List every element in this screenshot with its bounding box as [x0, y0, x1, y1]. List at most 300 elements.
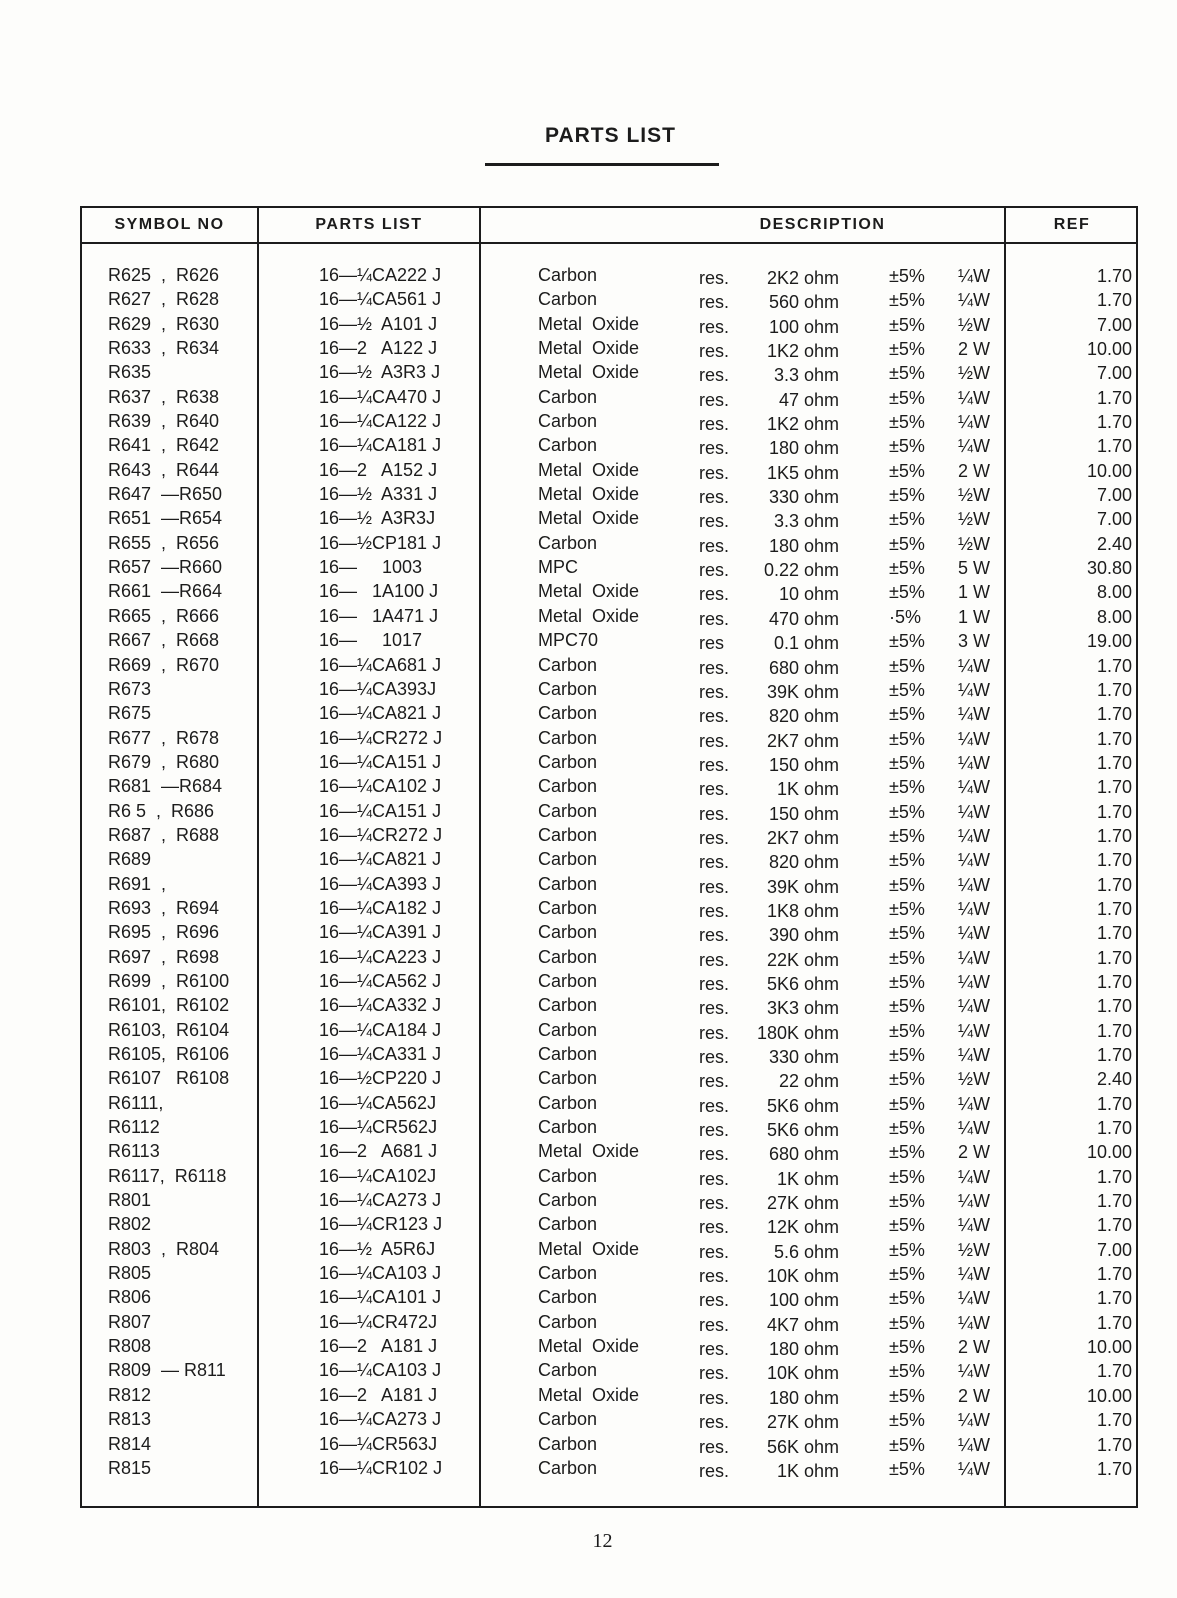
table-row	[82, 1407, 1140, 1431]
ref-price-cell: 1.70	[1096, 1215, 1132, 1236]
symbol-cell: R6105, R6106	[108, 1044, 230, 1064]
unit-cell: ohm	[804, 438, 840, 459]
tolerance-cell: ±5%	[889, 509, 925, 530]
unit-cell: ohm	[804, 1436, 840, 1457]
unit-cell: ohm	[804, 1290, 840, 1311]
type-cell: res.	[699, 292, 730, 313]
material-cell: Carbon	[538, 970, 598, 991]
tolerance-cell: ±5%	[889, 1288, 925, 1309]
type-cell: res.	[699, 1168, 730, 1189]
symbol-cell: R6101, R6102	[108, 995, 230, 1016]
part-number-cell: 16—¼CA223 J	[319, 946, 442, 967]
table-row	[82, 555, 1140, 579]
part-number-cell: 16— 1A471 J	[319, 605, 439, 626]
symbol-cell: R6112	[108, 1117, 160, 1138]
tolerance-cell: ±5%	[889, 777, 925, 798]
ref-price-cell: 10.00	[1086, 1385, 1132, 1406]
header-description: DESCRIPTION	[759, 216, 886, 233]
wattage-cell: 2 W	[958, 1142, 991, 1163]
type-cell: res.	[699, 949, 730, 970]
wattage-cell: ¼W	[958, 752, 991, 773]
material-cell: Carbon	[538, 751, 598, 772]
table-row	[82, 263, 1140, 287]
table-row	[82, 482, 1140, 506]
tolerance-cell: ±5%	[889, 1142, 925, 1163]
value-cell: 470	[768, 608, 799, 629]
wattage-cell: ½W	[958, 533, 991, 554]
type-cell: res.	[699, 803, 730, 824]
ref-price-cell: 2.40	[1096, 533, 1132, 554]
part-number-cell: 16—¼CA181 J	[319, 435, 442, 456]
tolerance-cell: ±5%	[889, 1264, 925, 1285]
value-cell: 27K	[766, 1193, 799, 1214]
symbol-cell: R806	[108, 1287, 152, 1308]
type-cell: res.	[699, 511, 730, 532]
part-number-cell: 16—¼CA562J	[319, 1092, 437, 1113]
table-row	[82, 872, 1140, 896]
wattage-cell: ¼W	[958, 728, 991, 749]
value-cell: 2K2	[766, 268, 799, 288]
type-cell: res.	[699, 1412, 730, 1433]
part-number-cell: 16—¼CA222 J	[319, 265, 442, 285]
material-cell: Carbon	[538, 1409, 598, 1430]
part-number-cell: 16—¼CA561 J	[319, 289, 442, 310]
table-row	[82, 1334, 1140, 1358]
material-cell: Carbon	[538, 1311, 598, 1332]
tolerance-cell: ±5%	[889, 339, 925, 360]
part-number-cell: 16—¼CA103 J	[319, 1263, 442, 1284]
table-row	[82, 360, 1140, 384]
symbol-cell: R697 , R698	[108, 946, 220, 967]
wattage-cell: ¼W	[958, 1215, 991, 1236]
type-cell: res.	[699, 1193, 730, 1214]
tolerance-cell: ±5%	[889, 1118, 925, 1139]
table-row	[82, 1456, 1140, 1480]
tolerance-cell: ·5%	[889, 606, 922, 627]
ref-price-cell: 1.70	[1096, 923, 1132, 944]
unit-cell: ohm	[804, 389, 840, 410]
part-number-cell: 16—¼CA681 J	[319, 654, 442, 675]
unit-cell: ohm	[804, 1387, 840, 1408]
tolerance-cell: ±5%	[889, 996, 925, 1017]
tolerance-cell: ±5%	[889, 1215, 925, 1236]
table-row	[82, 701, 1140, 725]
value-cell: 180	[768, 1387, 799, 1408]
ref-price-cell: 30.80	[1086, 558, 1132, 579]
wattage-cell: ¼W	[958, 850, 991, 871]
wattage-cell: ¼W	[958, 874, 991, 895]
symbol-cell: R6111,	[108, 1092, 164, 1113]
unit-cell: ohm	[804, 1022, 840, 1043]
material-cell: Metal Oxide	[538, 313, 640, 334]
value-cell: 2K7	[766, 827, 799, 848]
wattage-cell: ¼W	[958, 1020, 991, 1041]
value-cell: 27K	[766, 1412, 799, 1433]
type-cell: res.	[699, 852, 730, 873]
table-row	[82, 1285, 1140, 1309]
value-cell: 10K	[766, 1266, 799, 1287]
table-row	[82, 823, 1140, 847]
type-cell: res.	[699, 560, 730, 581]
unit-cell: ohm	[804, 998, 840, 1019]
part-number-cell: 16—½ A101 J	[319, 313, 438, 334]
tolerance-cell: ±5%	[889, 898, 925, 919]
symbol-cell: R6 5 , R686	[108, 800, 215, 821]
value-cell: 150	[768, 803, 799, 824]
parts-table	[80, 206, 1138, 1508]
ref-price-cell: 1.70	[1096, 1288, 1132, 1309]
table-row	[82, 1261, 1140, 1285]
value-cell: 560	[768, 292, 799, 313]
value-cell: 680	[768, 657, 799, 678]
ref-price-cell: 1.70	[1096, 947, 1132, 968]
value-cell: 5.6	[773, 1241, 799, 1262]
material-cell: MPC70	[538, 630, 599, 651]
wattage-cell: ½W	[958, 1069, 991, 1090]
type-cell: res.	[699, 487, 730, 508]
type-cell: res.	[699, 1363, 730, 1384]
symbol-cell: R812	[108, 1384, 152, 1405]
material-cell: Carbon	[538, 1214, 598, 1235]
tolerance-cell: ±5%	[889, 874, 925, 895]
wattage-cell: ¼W	[958, 825, 991, 846]
value-cell: 330	[768, 487, 799, 508]
tolerance-cell: ±5%	[889, 1239, 925, 1260]
ref-price-cell: 7.00	[1096, 485, 1132, 506]
material-cell: Carbon	[538, 1287, 598, 1308]
value-cell: 1K8	[766, 900, 799, 921]
material-cell: Carbon	[538, 703, 598, 724]
material-cell: Metal Oxide	[538, 605, 640, 626]
ref-price-cell: 1.70	[1096, 898, 1132, 919]
material-cell: Carbon	[538, 289, 598, 310]
tolerance-cell: ±5%	[889, 1337, 925, 1358]
ref-price-cell: 1.70	[1096, 412, 1132, 433]
symbol-cell: R651 —R654	[108, 508, 223, 529]
material-cell: Carbon	[538, 824, 598, 845]
value-cell: 180	[768, 1339, 799, 1360]
type-cell: res.	[699, 779, 730, 800]
symbol-cell: R643 , R644	[108, 459, 220, 480]
type-cell: res.	[699, 438, 730, 459]
table-row	[82, 531, 1140, 555]
table-row	[82, 726, 1140, 750]
symbol-cell: R669 , R670	[108, 654, 220, 675]
part-number-cell: 16—¼CA821 J	[319, 849, 442, 870]
symbol-cell: R675	[108, 703, 152, 724]
value-cell: 820	[768, 852, 799, 873]
material-cell: Carbon	[538, 995, 598, 1016]
material-cell: Carbon	[538, 654, 598, 675]
table-row	[82, 847, 1140, 871]
ref-price-cell: 1.70	[1096, 874, 1132, 895]
symbol-cell: R625 , R626	[108, 265, 220, 285]
type-cell: res.	[699, 1339, 730, 1360]
tolerance-cell: ±5%	[889, 923, 925, 944]
value-cell: 22K	[766, 949, 799, 970]
table-row	[82, 993, 1140, 1017]
type-cell: res.	[699, 1436, 730, 1457]
ref-price-cell: 1.70	[1096, 1166, 1132, 1187]
ref-price-cell: 1.70	[1096, 752, 1132, 773]
tolerance-cell: ±5%	[889, 704, 925, 725]
material-cell: Carbon	[538, 1092, 598, 1113]
part-number-cell: 16—2 A681 J	[319, 1141, 438, 1162]
ref-price-cell: 1.70	[1096, 1312, 1132, 1333]
part-number-cell: 16—¼CR123 J	[319, 1214, 443, 1235]
tolerance-cell: ±5%	[889, 387, 925, 408]
page-number: 12	[592, 1530, 613, 1552]
table-row	[82, 1115, 1140, 1139]
part-number-cell: 16—¼CR102 J	[319, 1457, 443, 1478]
unit-cell: ohm	[804, 754, 840, 775]
value-cell: 4K7	[766, 1314, 799, 1335]
value-cell: 180K	[756, 1022, 799, 1043]
unit-cell: ohm	[804, 414, 840, 435]
value-cell: 100	[768, 316, 799, 337]
tolerance-cell: ±5%	[889, 1191, 925, 1212]
table-row	[82, 1383, 1140, 1407]
tolerance-cell: ±5%	[889, 266, 925, 286]
part-number-cell: 16—½ A3R3J	[319, 508, 436, 529]
table-row	[82, 433, 1140, 457]
material-cell: Metal Oxide	[538, 581, 640, 602]
wattage-cell: ¼W	[958, 1410, 991, 1431]
tolerance-cell: ±5%	[889, 558, 925, 579]
symbol-cell: R695 , R696	[108, 922, 220, 943]
unit-cell: ohm	[804, 292, 840, 313]
tolerance-cell: ±5%	[889, 436, 925, 457]
symbol-cell: R814	[108, 1433, 152, 1454]
tolerance-cell: ±5%	[889, 460, 925, 481]
material-cell: Carbon	[538, 1068, 598, 1089]
material-cell: Carbon	[538, 1044, 598, 1064]
tolerance-cell: ±5%	[889, 485, 925, 506]
ref-price-cell: 1.70	[1096, 679, 1132, 700]
symbol-cell: R633 , R634	[108, 338, 220, 359]
table-row	[82, 799, 1140, 823]
part-number-cell: 16—¼CA101 J	[319, 1287, 442, 1308]
type-cell: res.	[699, 681, 730, 702]
value-cell: 1K5	[766, 462, 799, 483]
ref-price-cell: 8.00	[1096, 582, 1132, 603]
material-cell: Metal Oxide	[538, 459, 640, 480]
material-cell: Metal Oxide	[538, 362, 640, 383]
symbol-cell: R655 , R656	[108, 532, 220, 553]
type-cell: res.	[699, 608, 730, 629]
unit-cell: ohm	[804, 535, 840, 556]
unit-cell: ohm	[804, 949, 840, 970]
symbol-cell: R639 , R640	[108, 411, 220, 432]
material-cell: Carbon	[538, 1457, 598, 1478]
type-cell: res.	[699, 973, 730, 994]
material-cell: Carbon	[538, 1165, 598, 1186]
unit-cell: ohm	[804, 1339, 840, 1360]
part-number-cell: 16—¼CA332 J	[319, 995, 442, 1016]
type-cell: res.	[699, 316, 730, 337]
ref-price-cell: 1.70	[1096, 1361, 1132, 1382]
wattage-cell: ¼W	[958, 971, 991, 992]
wattage-cell: ¼W	[958, 1118, 991, 1139]
type-cell: res.	[699, 341, 730, 362]
table-row	[82, 1188, 1140, 1212]
part-number-cell: 16—¼CA393 J	[319, 873, 442, 894]
value-cell: 1K	[776, 1460, 799, 1481]
tolerance-cell: ±5%	[889, 1093, 925, 1114]
table-row	[82, 653, 1140, 677]
part-number-cell: 16—¼CA273 J	[319, 1409, 442, 1430]
symbol-cell: R673	[108, 678, 152, 699]
symbol-cell: R6117, R6118	[108, 1165, 227, 1186]
wattage-cell: 3 W	[958, 631, 991, 652]
tolerance-cell: ±5%	[889, 1045, 925, 1065]
part-number-cell: 16—¼CA151 J	[319, 751, 442, 772]
value-cell: 10	[778, 584, 799, 605]
wattage-cell: ¼W	[958, 704, 991, 725]
part-number-cell: 16—½ A3R3 J	[319, 362, 441, 383]
table-row	[82, 774, 1140, 798]
wattage-cell: 2 W	[958, 1337, 991, 1358]
part-number-cell: 16—¼CR272 J	[319, 727, 443, 748]
ref-price-cell: 2.40	[1096, 1069, 1132, 1090]
table-row	[82, 1018, 1140, 1042]
type-cell: res.	[699, 462, 730, 483]
material-cell: Carbon	[538, 1433, 598, 1454]
wattage-cell: ¼W	[958, 1045, 991, 1065]
material-cell: Carbon	[538, 897, 598, 918]
unit-cell: ohm	[804, 365, 840, 386]
symbol-cell: R699 , R6100	[108, 970, 230, 991]
tolerance-cell: ±5%	[889, 971, 925, 992]
type-cell: res.	[699, 1241, 730, 1262]
wattage-cell: ¼W	[958, 777, 991, 798]
type-cell: res	[699, 633, 725, 654]
ref-price-cell: 1.70	[1096, 1191, 1132, 1212]
type-cell: res.	[699, 1022, 730, 1043]
tolerance-cell: ±5%	[889, 850, 925, 871]
table-row	[82, 604, 1140, 628]
unit-cell: ohm	[804, 1266, 840, 1287]
unit-cell: ohm	[804, 1363, 840, 1384]
material-cell: Metal Oxide	[538, 338, 640, 359]
part-number-cell: 16—¼CA102 J	[319, 776, 442, 797]
wattage-cell: ½W	[958, 363, 991, 384]
ref-price-cell: 1.70	[1096, 801, 1132, 822]
part-number-cell: 16—¼CA562 J	[319, 970, 442, 991]
ref-price-cell: 1.70	[1096, 850, 1132, 871]
unit-cell: ohm	[804, 268, 840, 288]
type-cell: res.	[699, 827, 730, 848]
unit-cell: ohm	[804, 1314, 840, 1335]
unit-cell: ohm	[804, 1095, 840, 1116]
material-cell: Carbon	[538, 727, 598, 748]
wattage-cell: 2 W	[958, 460, 991, 481]
part-number-cell: 16—½ A5R6J	[319, 1238, 436, 1259]
material-cell: Metal Oxide	[538, 1141, 640, 1162]
value-cell: 5K6	[766, 1120, 799, 1141]
part-number-cell: 16—¼CA391 J	[319, 922, 442, 943]
header-ref: REF	[1053, 216, 1091, 233]
material-cell: Metal Oxide	[538, 1238, 640, 1259]
wattage-cell: ½W	[958, 485, 991, 506]
part-number-cell: 16—¼CA122 J	[319, 411, 442, 432]
type-cell: res.	[699, 1217, 730, 1238]
type-cell: res.	[699, 1047, 730, 1067]
symbol-cell: R6103, R6104	[108, 1019, 230, 1040]
value-cell: 330	[768, 1047, 799, 1067]
type-cell: res.	[699, 535, 730, 556]
value-cell: 180	[768, 438, 799, 459]
unit-cell: ohm	[804, 1217, 840, 1238]
part-number-cell: 16—¼CA273 J	[319, 1190, 442, 1211]
table-row	[82, 1212, 1140, 1236]
wattage-cell: 1 W	[958, 582, 991, 603]
value-cell: 820	[768, 706, 799, 727]
title-underline	[485, 163, 719, 166]
ref-price-cell: 1.70	[1096, 290, 1132, 311]
part-number-cell: 16—¼CA103 J	[319, 1360, 442, 1381]
part-number-cell: 16—2 A122 J	[319, 338, 438, 359]
value-cell: 10K	[766, 1363, 799, 1384]
part-number-cell: 16—¼CR272 J	[319, 824, 443, 845]
part-number-cell: 16—¼CR562J	[319, 1117, 438, 1138]
table-row	[82, 677, 1140, 701]
symbol-cell: R627 , R628	[108, 289, 220, 310]
table-row	[82, 969, 1140, 993]
table-row	[82, 458, 1140, 482]
symbol-cell: R6113	[108, 1141, 160, 1162]
wattage-cell: ½W	[958, 509, 991, 530]
material-cell: Carbon	[538, 678, 598, 699]
wattage-cell: ½W	[958, 1239, 991, 1260]
type-cell: res.	[699, 1144, 730, 1165]
ref-price-cell: 1.70	[1096, 971, 1132, 992]
symbol-cell: R691 ,	[108, 873, 167, 894]
symbol-cell: R629 , R630	[108, 313, 220, 334]
material-cell: Metal Oxide	[538, 484, 640, 505]
unit-cell: ohm	[804, 584, 840, 605]
tolerance-cell: ±5%	[889, 1166, 925, 1187]
value-cell: 0.1	[773, 633, 799, 654]
table-row	[82, 1139, 1140, 1163]
table-row	[82, 579, 1140, 603]
material-cell: Metal Oxide	[538, 1384, 640, 1405]
ref-price-cell: 1.70	[1096, 1020, 1132, 1041]
unit-cell: ohm	[804, 852, 840, 873]
wattage-cell: ¼W	[958, 1093, 991, 1114]
ref-price-cell: 1.70	[1096, 1118, 1132, 1139]
table-row	[82, 1066, 1140, 1090]
symbol-cell: R687 , R688	[108, 824, 220, 845]
tolerance-cell: ±5%	[889, 655, 925, 676]
wattage-cell: ½W	[958, 314, 991, 335]
table-row	[82, 409, 1140, 433]
unit-cell: ohm	[804, 560, 840, 581]
symbol-cell: R815	[108, 1457, 152, 1478]
tolerance-cell: ±5%	[889, 1385, 925, 1406]
type-cell: res.	[699, 657, 730, 678]
table-row	[82, 945, 1140, 969]
material-cell: Metal Oxide	[538, 1336, 640, 1357]
symbol-cell: R641 , R642	[108, 435, 220, 456]
part-number-cell: 16—2 A181 J	[319, 1384, 438, 1405]
value-cell: 5K6	[766, 1095, 799, 1116]
wattage-cell: ¼W	[958, 996, 991, 1017]
value-cell: 39K	[766, 681, 799, 702]
type-cell: res.	[699, 730, 730, 751]
symbol-cell: R667 , R668	[108, 630, 220, 651]
table-row	[82, 750, 1140, 774]
